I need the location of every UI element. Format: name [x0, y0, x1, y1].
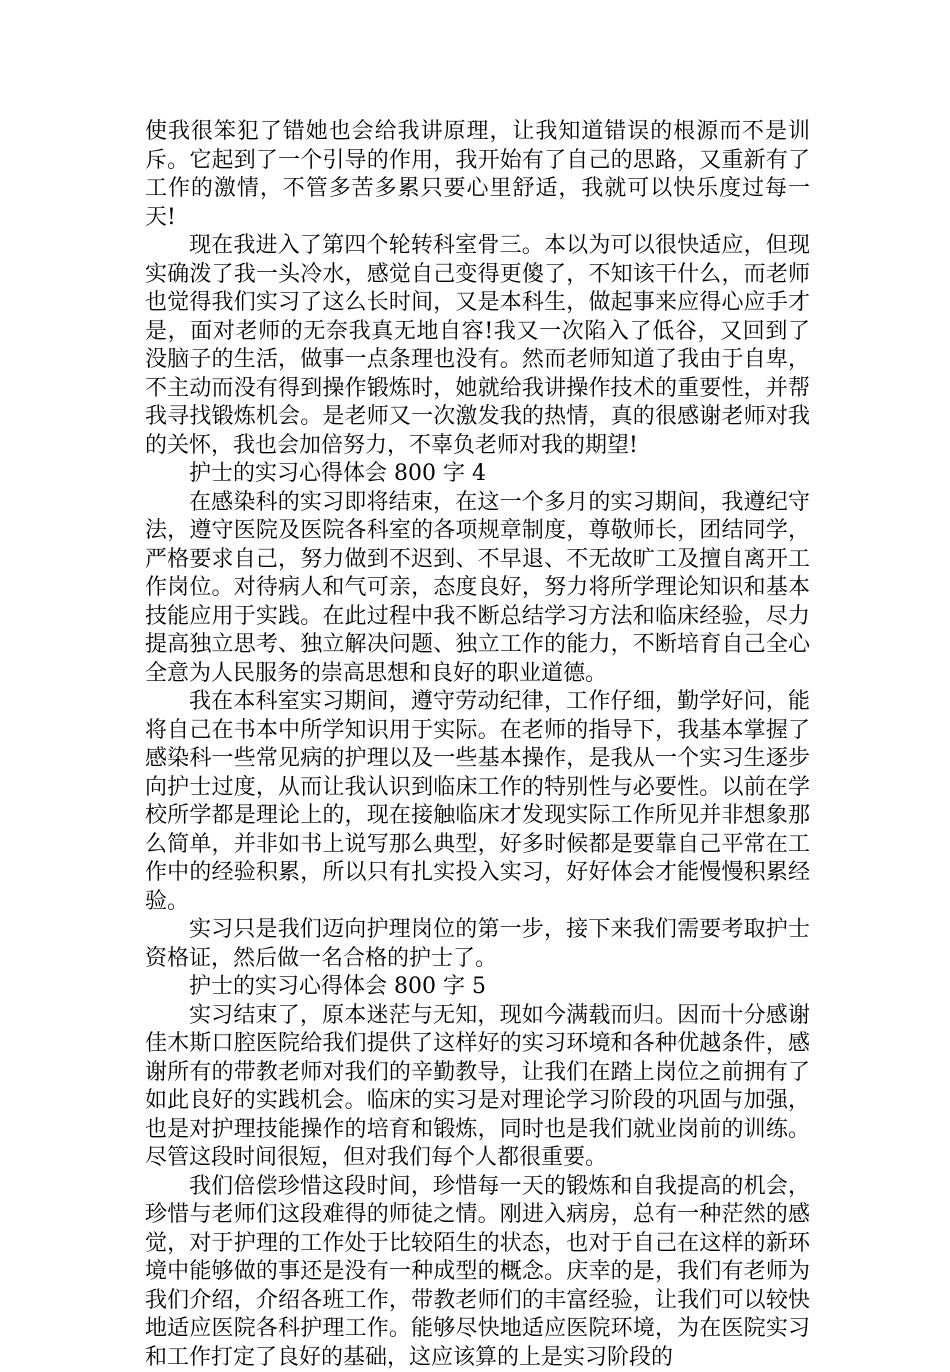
- document-body: [145, 118, 810, 1372]
- paragraph-continued: 使我很笨犯了错她也会给我讲原理，让我知道错误的根源而不是训斥。它起到了一个引导的作用，我开始有了自己的思路，又重新有了工作的激情，不管多苦多累只要心里舒适，我就可以快乐度过每一天!: [145, 118, 810, 232]
- section-heading: 护士的实习心得体会 800 字 5: [145, 973, 810, 1002]
- section-heading: 护士的实习心得体会 800 字 4: [145, 460, 810, 489]
- paragraph: 现在我进入了第四个轮转科室骨三。本以为可以很快适应，但现实确泼了我一头冷水，感觉自己变得更傻了，不知该干什么，而老师也觉得我们实习了这么长时间，又是本科生，做起事来应得心应手才是，面对老师的无奈我真无地自容!我又一次陷入了低谷，又回到了没脑子的生活，做事一点条理也没有。然而老师知道了我由于自卑，不主动而没有得到操作锻炼时，她就给我讲操作技术的重要性，并帮我寻找锻炼机会。是老师又一次激发我的热情，真的很感谢老师对我的关怀，我也会加倍努力，不辜负老师对我的期望!: [145, 232, 810, 460]
- paragraph-truncated: 我们倍偿珍惜这段时间，珍惜每一天的锻炼和自我提高的机会，珍惜与老师们这段难得的师徒之情。刚进入病房，总有一种茫然的感觉，对于护理的工作处于比较陌生的状态，也对于自己在这样的新环境中能够做的事还是没有一种成型的概念。庆幸的是，我们有老师为我们介绍，介绍各班工作，带教老师们的丰富经验，让我们可以较快地适应医院各科护理工作。能够尽快地适应医院环境，为在医院实习和工作打定了良好的基础，这应该算的上是实习阶段的: [145, 1173, 810, 1372]
- paragraph: 实习结束了，原本迷茫与无知，现如今满载而归。因而十分感谢佳木斯口腔医院给我们提供了这样好的实习环境和各种优越条件，感谢所有的带教老师对我们的辛勤教导，让我们在踏上岗位之前拥有了如此良好的实践机会。临床的实习是对理论学习阶段的巩固与加强，也是对护理技能操作的培育和锻炼，同时也是我们就业岗前的训练。尽管这段时间很短，但对我们每个人都很重要。: [145, 1002, 810, 1173]
- paragraph: 我在本科室实习期间，遵守劳动纪律，工作仔细，勤学好问，能将自己在书本中所学知识用于实际。在老师的指导下，我基本掌握了感染科一些常见病的护理以及一些基本操作，是我从一个实习生逐步向护士过度，从而让我认识到临床工作的特别性与必要性。以前在学校所学都是理论上的，现在接触临床才发现实际工作所见并非想象那么简单，并非如书上说写那么典型，好多时候都是要靠自己平常在工作中的经验积累，所以只有扎实投入实习，好好体会才能慢慢积累经验。: [145, 688, 810, 916]
- paragraph: 在感染科的实习即将结束，在这一个多月的实习期间，我遵纪守法，遵守医院及医院各科室的各项规章制度，尊敬师长，团结同学，严格要求自己，努力做到不迟到、不早退、不无故旷工及擅自离开工作岗位。对待病人和气可亲，态度良好，努力将所学理论知识和基本技能应用于实践。在此过程中我不断总结学习方法和临床经验，尽力提高独立思考、独立解决问题、独立工作的能力，不断培育自己全心全意为人民服务的崇高思想和良好的职业道德。: [145, 489, 810, 689]
- paragraph: 实习只是我们迈向护理岗位的第一步，接下来我们需要考取护士资格证，然后做一名合格的护士了。: [145, 916, 810, 973]
